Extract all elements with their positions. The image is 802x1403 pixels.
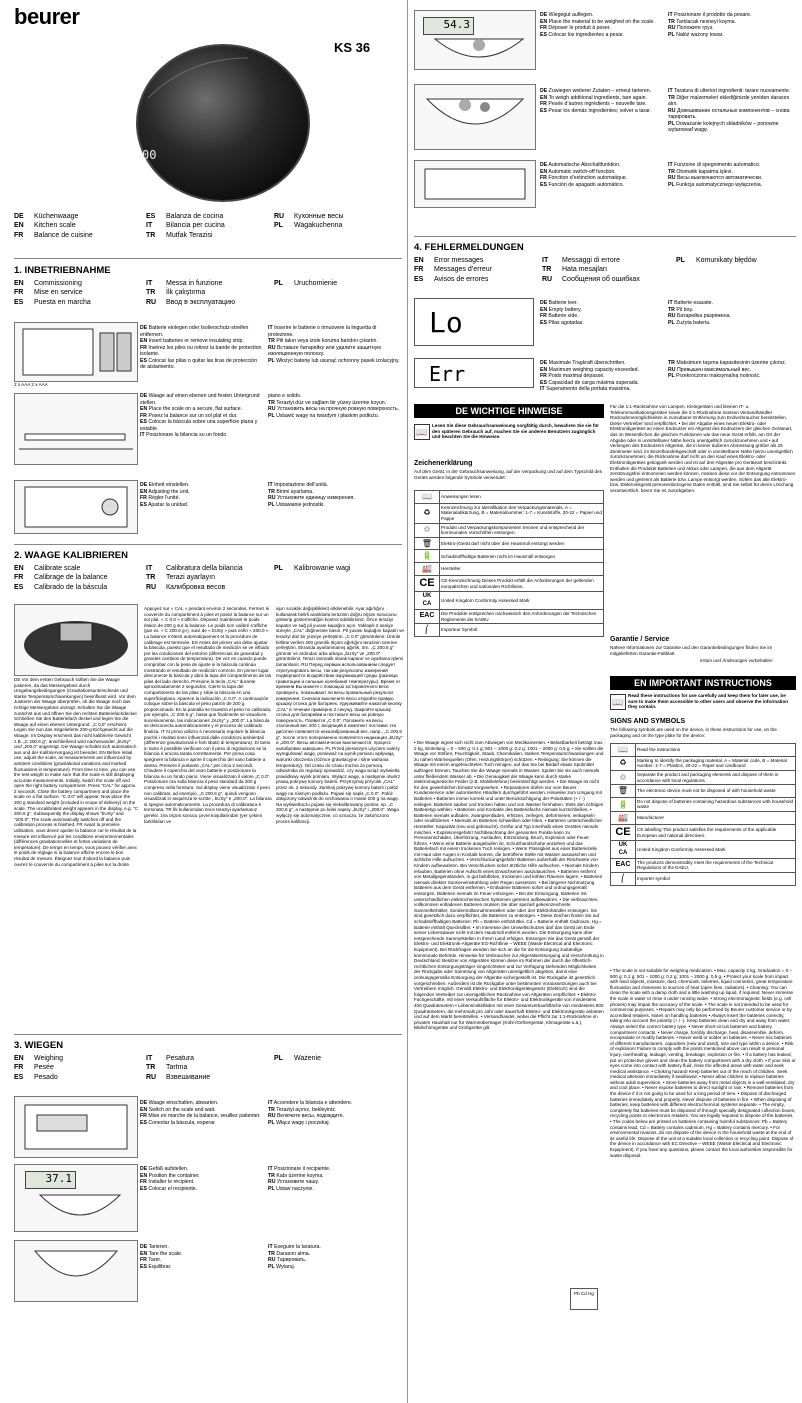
de-hints-continued: Für die 1:1-Rücknahme von Lampen, Kleingeräten und kleinen IT- u. Telekommunikationsgeräten sowie die 0:1-Rücknahme müssen Versandhändler Rücknahmemöglichkeiten in zumutbarer Entfernung zum Endverbraucher bereitstellen. Diese Vertreiber sind verpflichtet, • bei der Abgabe eines neuen Elektro- oder Elektronikgerätes an einen Endnutzer ein Altgerät des Endnutzers der gleichen Geräteart, das im Wesentlichen die gleichen Funktionen wie das neue Gerät erfüllt, am Ort der Abgabe oder in unmittelbarer Nähe hierzu unentgeltlich zurückzunehmen und • auf Verlangen des Endnutzers Altgeräte, die in keiner äußeren Abmessung größer als 25 Zentimeter sind, im Einzelhandelsgeschäft oder in unmittelbarer Nähe hierzu unentgeltlich zurückzunehmen; die Rücknahme darf nicht an den Kauf eines Elektro- oder Elektronikgerätes gekoppelt werden und ist auf drei Altgeräte pro Geräteart beschränkt. Enthalten die Produkte Batterien und Akkus oder Lampen, die aus dem Altgerät zerstörungsfrei entnommen werden können, müssen diese vor der Entsorgung entnommen werden und getrennt als Batterie bzw. Lampe entsorgt werden. Sofern das alte Elektro- bzw. Elektronikgerät personenbezogene Daten enthält, sind Sie selbst für deren Löschung verantwortlich, bevor Sie es zurückgeben. [610,404,796,493]
importer-icon: ⎛ [415,624,440,637]
calibration-text-col-2: Appuyez sur « CAL » pendant environ 2 secondes. Fermez le couvercle du compartiment à piles et posez la balance sur un sol plat. « C 0.0 » s’affiche. Déposez maintenant le poids étalon de 200 g sur la balance. Le poids non calibré s’affiche (par ex. « C 200.6 g»), suivi de « bUSy » puis enfin « 200.0 ». La balance s’éteint automatiquement et la procédure de calibrage est terminée. ES Antes del primer uso debe ajustar la báscula, puesto que el resultado de medición se ve influido por las condiciones del entorno (diferencias de gravedad y grandes cambios de temperatura). De vez en cuando puede comprobar con la pesa de ajuste si la báscula continúa mostrando el resultado de medición correcto. En primer lugar, desconecte la báscula y abra la tapa del compartimento de las pilas del lado derecho. Presione la tecla „CAL“ durante aproximadamente 2 segundos. Cierre la tapa del compartimento de las pilas y sitúe la báscula en una superficieplana. Aparece la indicación „C 0.0“. A continuación coloque sobre la báscula el peso patrón de 200 g proporcionado. En la pantalla se muestra el peso no calibrado, por ejemplo, „C 200.6 g“, hasta que finalmente se visualicen, sucesivamente, las indicaciones „bUSy“ y „200.0“. La báscula se desconecta automáticamente y el proceso de calibrado finaliza. IT Al primo utilizzo è necessario regolare la bilancia poiché i risultati sono influenzati dalle condizioni ambientali (differenze gravitazionali e forti sbalzi di temperatura). Di tanto in tanto è possibile verificare con il peso di regolazione se la bilancia è ancora tarata correttamente. Per prima cosa spegnere la bilancia e aprire il coperchio del vano batterie a destra. Premere il pulsante „CAL“ per circa 2 secondi. Chiudere il coperchio del vano batterie e posizionare la bilancia su un fondo piano. Viene visualizzato il valore „C 0.0“. Posizionare ora sulla bilancia il peso standard da 200 g compreso nella fornitura. Sul display viene visualizzato il peso non calibrato, ad esempio, „C 200.6 g“, quindi vengono visualizzati in sequenza le scritte „ bUSy“ e „200.0“. La bilancia si spegne automaticamente. La procedura di calibratura è terminata. TR İlk kullanımdan önce teraziyi ayarlamanız gerekir, zira ölçüm sonucu çevre koşullarından (yer çekimi farklılıkları ve [144,606,272,824]
step-3-2-right: IT Posizionare il recipiente. TR Kabı üzerine koyma. RU Установите чашу. PL Ustaw naczynie. [268,1166,331,1192]
en-symbol-table: 📖 Read the instructions ♻ Marking to identify the packaging material. A = Material code, B = Material number: 1-7 = Plastics, 20-22 = Paper and cardboard ♲ Separate the product and packaging elements and dispose of them in accordance with local regulations. 🗑 The electronic device must not be disposed of with household waste 🔋 Do not dispose of batteries containing hazardous substances with household waste 🏭 Manufacturer CE CE labelling This product satisfies the requirements of the applicable European and national directives. UK CA United Kingdom Conformity Assessed Mark EAC The products demonstrably meet the requirements of the Technical Regulations of the EAEU. ⎛ Importer symbol [610,743,796,886]
model-number: KS 36 [334,40,371,55]
en-intro: Read these instructions for use carefully and keep them for later use, be sure to make them accessible to other users and observe the information they contain. [628,693,789,710]
battery-bin-icon: 🔋 [611,797,636,811]
section-4-title: 4. FEHLERMELDUNGEN [414,242,524,253]
book-icon: 📖 [415,491,440,504]
ukca-icon: UK CA [611,841,636,859]
error-err-left: DE Maximale Tragkraft überschritten. EN Maximum weighing capacity exceeded. FR Poids maximal dépassé. ES Capacidad de carga máxima superada. IT Superamento della portata massima. [540,360,639,392]
step-1-2-right: piano e solido. TR Teraziyi düz ve sağlam bir yüzey üzerine koyun. RU Установить весы на прочную ровную поверхность. PL Ustawić wagę na twardym i płaskim podłożu. [268,393,399,419]
de-legend-title: Zeichenerklärung [414,460,473,467]
step-3-3-right: IT Eseguire la taratura. TR Darasını alma. RU Тарировать. PL Wytaruj. [268,1244,321,1270]
section-3-title: 3. WIEGEN [14,1040,64,1051]
de-hints-header: DE WICHTIGE HINWEISE [414,404,604,418]
signs-title: SIGNS AND SYMBOLS [610,718,686,725]
battery-bin-icon: 🔋 [415,550,440,563]
en-notes: • The scale is not suitable for weighing medication. • Max. capacity 2 kg, Graduation = 0 – 500 g: 0.1 g; 501 – 1000 g: 0.2 g; 1001 – 2000 g: 0.5 g. • Protect your scale from impact with hard objects, moisture, dust, chemicals, toiletries, liquid cosmetics, great temperature fluctuation and closeness to sources of heat (open fires, radiators). • Cleaning: You can clean the scale with a damp cloth and a little washing up liquid, if required. Never immerse the scale in water or rinse it under running water. • Strong electromagnetic fields (e.g. cell phones) may impair the accuracy of the scale. • The scale is not intended to be used for commercial purposes. • Repairs may only be performed by Beurer customer service or by accredited retailers. Notes on handling batteries • Always insert the batteries correctly, taking into account the polarity (+ / -). Keep batteries clean and dry and away from water. Always select the correct battery type. • Never short-circuit batteries and battery compartment contacts. • Never charge, forcibly discharge, heat, disassemble, deform, encapsulate or modify batteries. • Never weld or solder on batteries. • Never mix batteries of different manufacturers, capacities (new and used), size and type within a device. • Risk of explosion! Failure to comply with the points mentioned above can result in personal injury, overheating, leakage, venting, breakage, explosion or fire. • If a battery has leaked, put on protective gloves and clean the battery compartment with a dry cloth. • If your skin or eyes come into contact with battery fluid, rinse the affected areas with water and seek medical assistance. • Choking hazard! Keep batteries out of the reach of children. Seek medical attention immediately if swallowed. • Never allow children to replace batteries without adult supervision. • Store batteries away from metal objects in a well-ventilated, dry and cool place. • Never expose batteries to direct sunlight or rain. • Remove batteries from the device if it is not going to be used for a long period of time. • Dispose of discharged batteries immediately and properly. Never dispose of batteries in fire. • When disposing of batteries, keep batteries with different electrochemical systems separate. • The empty, completely flat batteries must be disposed of through specially designated collection boxes, recycling points or electronics retailers. You are legally required to dispose of the batteries. • The codes below are printed on batteries containing harmful substances: Pb = Battery contains lead, Cd = Battery contains cadmium, Hg = Battery contains mercury. • For environmental reasons, do not dispose of the device in the household waste at the end of its useful life. Dispose of the unit at a suitable local collection or recycling point. Dispose of the device in accordance with EC Directive – WEEE (Waste Electrical and Electronic Equipment). If you have any questions, please contact the local authorities responsible for waste disposal. [610,968,796,1158]
switch-on-illustration [14,1096,138,1158]
step-3-2-left: DE Gefäß aufstellen. EN Position the container. FR Installer le récipient. ES Colocar el recipiente. [140,1166,200,1192]
step-3-6-right: IT Funzione di spegnimento automatico. TR Otomatik kapatma işlevi. RU Весы выключаются автоматически. PL Funkcja automatycznego wyłączenia. [668,162,763,188]
section-1-title: 1. INBETRIEBNAHME [14,265,111,276]
calibration-text-col-3: aşırı sıcaklık değişiklikleri) etkilenebilir. Ayar ağırlığını kullanarak belirli aralıklarla terazinin doğru ölçüm sonucunu gösterip göstermediğini kontrol edebilirsiniz. Önce teraziyi kapatın ve sağ pil yuvası kapağını açın. Yaklaşık 2 saniye süreyle „CAL“ düğmesine basın. Pil yuvası kapağını kapatın ve teraziyi düz bir yüzeye yerleştirin. „C 0.0“ görüntülenir. Ürünle birlikte verilen 200 gramlık ölçüm ağırlığını terazinin üzerine yerleştirin. Ekranda ayarlanmamış ağırlık, örn. „C 200.6 g“ görünür ve ardından arka arkaya „bUSy“ ve „200.0“ görüntülenir. Terazi otomatik olarak kapanır ve ayarlama işlemi tamamlanır. RU Перед первым использованием следует отрегулировать весы, так как результаты измерений подвергаются воздействию окружающей среды (разница гравитации и сильные колебания температуры). Время от времени Вы можете с помощью юстировочного веса проверить, показывают ли весы правильный результат измерения. Сначала выключите весы откройте правую крышку отсека для батареек. Удерживайте нажатой кнопку „CAL“ в течение примерно 2 секунд. Закройте крышку отсека для батарейки и поставьте весы на ровную поверхность. Появится „C 0.0“. Положите на весы эталонный вес 200 г, входящий в комплект поставки. На дисплее появляется некалиброванный вес, напр., „C 200.6 g“, после этого попеременно появляется индикация „bUSy“ и „200.0“. Весы автоматически выключаются, процесс калибровки завершен. PL Przed pierwszym użyciem należy wyregulować wagę, ponieważ na wynik pomiaru wpływają warunki otoczenia (różnice grawitacyjne i silne wahania temperatury). Od czasu do czasu można za pomocą odważnika do regulacji sprawdzić, czy waga wciąż wyświetla prawidłowy wynik pomiaru. Wyłącz wagę, a następnie otwórz prawą pokrywę komory baterii. Przytrzymaj przycisk „CAL“ przez ok. 2 sekundy. Zamknij pokrywę komory baterii i połóż wagę na równym podłożu. Pojawi się napis „C 0.0“. Połóż dołączony odważnik do cechowania o masie 200 g na wagę. Na wyświetlaczu pojawi się niekalibrowany pomiar, np. „C 200.6 g“, a następnie po kolei napisy „bUSy“ i „200.0“. Waga wyłączy się automatycznie, co oznacza, że zakończono proces kalibracji. [276,606,404,824]
weigh-illustration [414,10,536,70]
step-3-5-left: DE Zuwiegen weiterer Zutaten – erneut tarieren. EN To weigh additional ingredients, tare again. FR Pesée d’autres ingrédients – nouvelle tare. ES Pesar los demás ingredientes; volver a tarar. [540,88,652,114]
factory-icon: 🏭 [415,563,440,576]
de-hints-intro: Lesen Sie diese Gebrauchsanweisung sorgfältig durch, bewahren Sie sie für den späteren Gebrauch auf, machen Sie sie anderen Benutzern zugänglich und beachten Sie die Hinweise. [432,423,599,440]
auto-off-illustration [414,160,536,208]
section-2-title: 2. WAAGE KALIBRIEREN [14,550,129,561]
product-titles: DE Küchenwaage ES Balanza de cocina RU Кухонные весы EN Kitchen scale IT Bilancia per cucina PL Wagakuchenna FR Balance de cuisine TR Mutfak Terazisi [14,213,344,239]
section-1-langs: EN Commissioning IT Messa in funzione PL Uruchomienie FR Mise en service TR İlk çalıştırma ES Puesta en marcha RU Ввод в эксплуатацию [14,280,338,306]
recycle-icon: ♻ [611,756,636,770]
calibration-text-col-1: DE Vor dem ersten Gebrauch sollten Sie die Waage justieren, da das Messergebnis durch Umgebungsbedingungen (Gravitationsunterschiede und starke Temperaturschwankungen) beeinflusst wird. Vor dem Justieren der Waage überprüfen, ob die Waage noch das richtige Messergebnis anzeigt. Schalten Sie die Waage zunächst aus und öffnen Sie den rechten Batteriefachdeckel. Schließen Sie den Batteriefach deckel und legen Sie die Waage auf einen ebenen Untergrund. „C 0,0“ erscheint. Legen Sie nun das mitgelieferte 200-g-Eichgewicht auf die Waage. Im Display erscheint das nicht kalibrierte Gewicht z.B. „C 200.6 g“, anschließend wird nacheinander „bUSy“ und „200.0“ angezeigt. Die Waage schaltet sich automatisch aus und der Kalibriervorgang ist beendet. EN Before initial use, adjust the scale, as measurements are influenced by ambient conditions (gravitational variations and marked fluctuations in temperature). From time to time, you can use the test weight to make sure that the scale is still displaying accurate measurements. Initially, switch the scale off and open the right battery compartment. Press "CAL" for approx. 2 seconds. Close the battery compartment and place the scale on a flat surface. "C 0.0" will appear. Now place the 200 g standard weight (included in scope of delivery) on the scale. The uncalibrated weight appears in the display, e.g. "C 200.6 g". Subsequently the display shows "bUSy" and "200.0". The scale automatically switches off and the calibration process is finished. FR Avant la première utilisation, vous devez ajuster la balance car le résultat de la mesure est influencé par les conditions environnementales (différences gravitationnelles et fortes variations de température). De temps en temps, vous pouvez vérifier avec le poids de réglage si la balance affiche encore le bon résultat de mesure. Éteignez tout d’abord la balance puis ouvrez le couvercle du compartiment à piles sur la droite. [14,677,139,867]
ukca-icon: UK CA [415,592,440,610]
error-lo-display: Lo [414,298,534,346]
recycle-arrows-icon: ♲ [611,770,636,784]
step-3-5-right: IT Taratura di ulteriori ingredienti: tarare nuovamente. TR Diğer malzemeleri eklediğinizde yeniden darasını alın. RU Довешивание остальных компонентов – снова тарировать. PL Doważanie kolejnych składników – ponowne wytarowaď wagę. [668,88,791,133]
error-err-display: Err [414,358,534,388]
warranty-note: Irrtum und Änderungen vorbehalten [700,658,773,663]
product-image [128,28,318,208]
brand-logo: beurer [14,4,80,29]
step-3-4-left: DE Wiegegut auflegen. EN Place the material to be weighed on the scale. FR Déposer le produit à peser. ES Colocar los ingredientes a pesar. [540,12,655,38]
section-2-langs: EN Calibrate scale IT Calibratura della bilancia PL Kalibrowanie wagi FR Calibrage de la balance TR Terazi ayarlayın ES Calibrado de la báscula RU Калибровка весов [14,565,351,591]
bin-icon: 🗑 [415,537,440,550]
step-3-1-left: DE Waage einschalten, abwarten. EN Switch on the scale and wait. FR Mise en marche de la balance, veuillez patienter. ES Conectar la báscula, esperar. [140,1100,261,1126]
warranty-title: Garantie / Service [610,636,670,643]
step-3-6-left: DE Automatische Abschaltfunktion. EN Automatic switch-off function. FR Fonction d’extinction automatique. ES Función de apagado automático. [540,162,628,188]
calibration-illustration [14,604,138,676]
step-1-3-right: IT Impostazione dell'unità. TR Birimi ayarlama. RU Установите единицу измерения. PL Ustawianie jednostki. [268,482,355,508]
bin-icon: 🗑 [611,785,636,798]
recycle-icon: ♻ [415,503,440,523]
step-1-1-right: IT Inserire le batterie o rimuovere la linguetta di protezione. TR Pili takın veya izole koruma bandını çıkartın. RU Вставьте батарейку или удалите защитную изоляционную полоску. PL Włożyć baterię lub usunąć ochronny pasek izolacyjny. [268,325,400,364]
step-1-2-left: DE Waage auf einen ebenen und festen Untergrund stellen. EN Place the scale on a secure, flat surface. FR Posez la balance sur un sol plat et dur. ES Colocar la báscula sobre una superficie plana y estable. IT Posizionare la bilancia su un fondo [140,393,260,438]
importer-icon: ⎛ [611,873,636,886]
battery-disposal-symbol [570,1288,598,1310]
factory-icon: 🏭 [611,812,636,825]
flat-surface-illustration [14,393,138,465]
tare-display: 37.1 [25,1171,76,1189]
battery-illustration [14,322,138,382]
section-3-langs: EN Weighing IT Pesatura PL Ważenie FR Pesée TR Tartma ES Pesado RU Взвешивание [14,1055,321,1081]
error-lo-right: IT Batterie esauste. TR Pil boş. RU Батарейка разряжена. PL Zużyta bateria. [668,300,731,326]
product-display: 00 [142,148,157,162]
ce-icon: CE [611,824,636,840]
recycle-arrows-icon: ♲ [415,523,440,537]
eac-icon: EAC [415,610,440,624]
error-lo-left: DE Batterie leer. EN Empty battery. FR Batterie vide. ES Pilas agotadas. [540,300,584,326]
de-hints-body: • Die Waage eignet sich nicht zum Abwiegen von Medikamenten. • Belastbarkeit beträgt max. 2 kg, Einteilung = 0 – 500 g: 0,1 g; 501 – 1000 g: 0,2 g; 1001 – 2000 g: 0,5 g. • Sie sollten die Waage vor Stößen, Feuchtigkeit, Staub, Chemikalien, starken Temperaturschwankungen und zu nahen Wärmequellen (Ofen, Heizungskörper) schützen. • Reinigung: Sie können die Waage mit einem angefeuchteten Tuch reinigen, auf das Sie bei Bedarf etwas Spülmittel auftragen können. Tauchen Sie die Waage niemals in Wasser. Spülen Sie sie auch niemals unter fließendem Wasser ab. • Die Genauigkeit der Waage kann durch starke elektromagnetische Felder (z.B. Mobiltelefone) beeinträchtigt werden. • Die Waage ist nicht für den gewerblichen Einsatz vorgesehen. • Reparaturen dürfen nur vom Beurer Kundenservice oder autorisierten Händlern durchgeführt werden. Hinweise zum Umgang mit Batterien • Batterien immer korrekt und unter Berücksichtigung der Polaritäten (+ / -) einlegen. Batterien sauber und trocken halten und von Wasser fernhalten. Stets den richtigen Batterietyp wählen. • Batterien und Kontakte des Batteriefachs niemals kurzschließen. • Batterien niemals aufladen, zwangsentladen, erhitzen, zerlegen, deformieren, einkapseln oder modifizieren. • Niemals an Batterien schweißen oder löten. • Batterien unterschiedlicher Hersteller, Kapazität (neu und gebraucht), Größe und Typ innerhalb eines Gerätes niemals mischen. • Explosionsgefahr! Nichtbeachtung der genannten Punkte kann zu Personenschäden, Überhitzung, Auslaufen, Entzündung, Bruch, Explosion oder Feuer führen. • Wenn eine Batterie ausgelaufen ist, Schutzhandschuhe anziehen und das Batteriefach mit einem trockenen Tuch reinigen. • Wenn Flüssigkeit aus einer Batteriezelle mit Haut oder Augen in Kontakt kommt, die betroffene Stelle mit Wasser auswaschen und ärztliche Hilfe aufsuchen. • Verschluckungsgefahr! Batterien außerhalb der Reichweite von Kindern aufbewahren. Bei Verschlucken sofort ärztliche Hilfe aufsuchen. • Niemals Kindern erlauben, Batterien ohne Aufsicht eines Erwachsenen auszutauschen. • Batterien entfernt von Metallgegenständen, in gut belüfteten, trockenen und kühlen Räumen lagern. • Batterien niemals direkter Sonneneinstrahlung oder Regen aussetzen. • Bei längerer Nichtnutzung Batterien aus dem Gerät entfernen. • Entladene Batterien sofort und ordnungsgemäß entsorgen. Batterien niemals im Feuer entsorgen. • Bei der Entsorgung, Batterien mit unterschiedlichen elektrochemischen Systemen getrennt aufbewahren. • Die verbrauchten, vollkommen entladenen Batterien müssen Sie über speziell gekennzeichnete Sammelbehälter, Sondermüllannahmestellen oder über den Elektrohändler entsorgen. Sie sind gesetzlich dazu verpflichtet, die Batterien zu entsorgen. • Diese Zeichen finden Sie auf schadstoffhaltigen Batterien: Pb = Batterie enthält Blei, Cd = Batterie enthält Cadmium, Hg = Batterie enthält Quecksilber. • Im Interesse des Umweltschutzes darf das Gerät am Ende seiner Lebensdauer nicht mit dem Hausmüll entfernt werden. Die Entsorgung kann über entsprechende Sammelstellen in Ihrem Land erfolgen. Entsorgen Sie das Gerät gemäß der Elektro- und Elektronik-Altgeräte EG-Richtlinie – WEEE (Waste Electrical and Electronic Equipment). Bei Rückfragen wenden Sie sich an die für die Entsorgung zuständige kommunale Behörde. Hinweise für Verbraucher zur Altgerätsentsorgung und Verschrottung in Deutschland: Besitzer von Altgeräten können diese im Rahmen der durch die öffentlich-rechtlichen Entsorgungsträger eingerichteten und zur Verfügung stehenden Möglichkeiten der Rückgabe oder Sammlung von Altgeräten unentgeltlich abgeben, damit eine ordnungsgemäße Entsorgung der Altgeräte sichergestellt ist. Die Rückgabe ist gesetzlich vorgeschrieben. Außerdem ist die Rückgabe unter bestimmten Voraussetzungen auch bei Vertreibern möglich. Gemäß Elektro- und Elektronikgerätegesetz (ElektroG) sind die folgenden Vertreiber zur unentgeltlichen Rücknahme von Altgeräten verpflichtet: • Elektro-Fachgeschäfte, mit einer Verkaufsfläche für Elektro- und Elektronikgeräte von mindestens 400 Quadratmetern • Lebensmittelläden mit einer Gesamtverkaufsfläche von mindestens 800 Quadratmetern, die mehrmals pro Jahr oder dauerhaft Elektro- und Elektronikgeräte anbieten und auf dem Markt bereitstellen. • Versandhandel, wobei die Pflicht zur 1:1-Rücknahme im privaten Haushalt nur für Wärmeübertrager (Kühl-/Gefriergeräte, Klimageräte u.ä.), Bildschirmgeräte und Großgeräte gilt. [414,740,604,1031]
step-3-3-left: DE Tarieren. EN Tare the scale. FR Tarer. ES Equilibrar. [140,1244,183,1270]
section-4-langs: EN Error messages IT Messaggi di errore PL Komunikaty błędów FR Messages d’erreur TR Hata mesajları ES Avisos de errores RU Сообщения об ошибках [414,257,757,283]
add-ingredients-illustration [414,84,536,150]
ce-icon: CE [415,575,440,591]
de-symbol-table: 📖 Anweisungen lesen ♻ Kennzeichnung zur Identifikation des Verpackungsmaterials. A = Materialabkürzung, B = Materialnummer: 1-7 = Kunststoffe, 20-22 = Papier und Pappe ♲ Produkt und Verpackungskomponenten trennen und entsprechend der kommunalen Vorschriften entsorgen. 🗑 Elektro-)Gerät darf nicht über den Hausmüll entsorgt werden 🔋 Schadstoffhaltige Batterien nicht im Hausmüll entsorgen 🏭 Hersteller CE CE-Kennzeichnung Dieses Produkt erfüllt die Anforderungen der geltenden europäischen und nationalen Richtlinien. UK CA United Kingdom Conformity Assessed Mark EAC Die Produkte entsprechen nachweislich den Anforderungen der Technischen Reglemente der EAWU ⎛ Importeur Symbol [414,490,604,637]
tare-illustration [14,1240,138,1302]
weigh-display: 54.3 [423,17,474,35]
de-book-icon: 📖 [414,424,430,440]
signs-text: The following symbols are used on the device, in these instructions for use, on the packaging and on the type plate for the device: [610,727,777,738]
step-1-1-left: DE Batterie einlegen oder Isolierschutz-streifen entfernen. EN Insert batteries or remove insulating strip. FR Insérez les piles ou retirez la bande de protection isolante. ES Colocar las pilas o quitar las tiras de protección de aislamiento. [140,325,262,370]
step-3-1-right: IT Accendere la bilancia e attendere. TR Teraziyi açınız, bekleyiniz. RU Включите весы, подождите. PL Włącz wagę i poczekaj. [268,1100,353,1126]
unit-illustration [14,480,138,534]
book-icon: 📖 [611,744,636,757]
container-illustration [14,1164,138,1232]
en-instructions-header: EN IMPORTANT INSTRUCTIONS [610,676,796,690]
error-err-right: TR Maksimum taşıma kapasitesinin üzerine çıkınız. RU Превышен максимальный вес. PL Przekroczono maksymalną nośność. [668,360,787,379]
battery-type-label: 2 x AAA 2 x AAA [14,382,48,387]
warranty-text: Nähere Informationen zur Garantie und den Garantiebedingungen finden Sie im mitgelieferten Garantie-Faltblatt. [610,645,773,656]
eac-icon: EAC [611,858,636,872]
step-1-3-left: DE Einheit einstellen. EN Adjusting the unit. FR Régler l'unité. ES Ajustar la unidad. [140,482,190,508]
de-legend-text: Auf dem Gerät, in der Gebrauchsanweisung, auf der Verpackung und auf dem Typschild des Geräts werden folgende Symbole verwendet: [414,469,602,480]
battery-symbol-text: Pb Cd Hg [574,1291,594,1296]
en-book-icon: 📖 [610,694,626,710]
step-3-4-right: IT Posizionare il prodotto da pesare. TR Tartılacak nesneyi koyma. RU Положите груз. PL Nałóż ważony towar. [668,12,752,38]
